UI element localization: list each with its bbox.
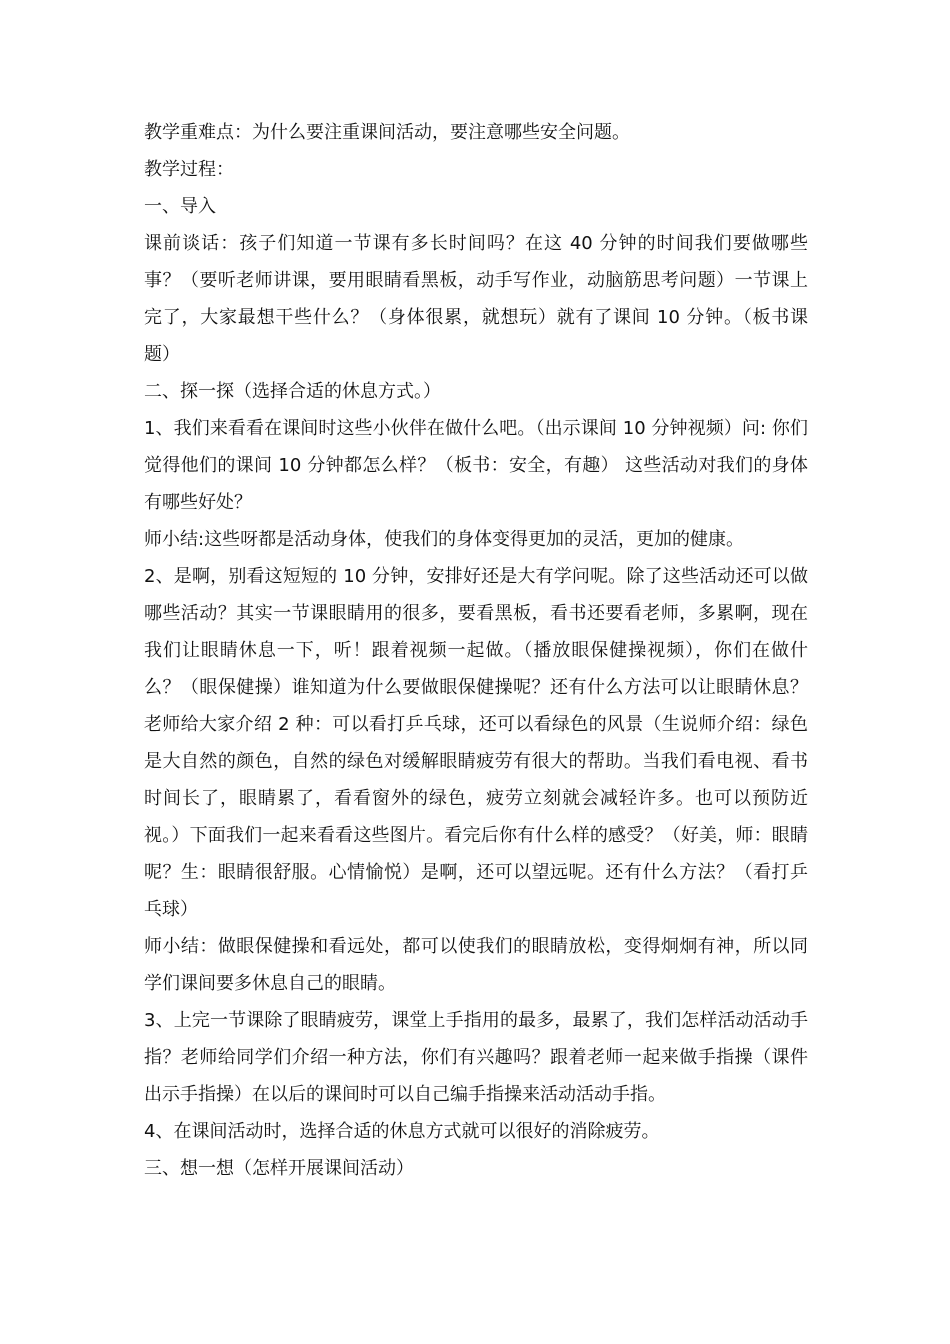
section-explore-heading: 二、探一探（选择合适的休息方式。） [144, 381, 441, 402]
explore-item-3: 3、上完一节课除了眼睛疲劳，课堂上手指用的最多，最累了，我们怎样活动活动手指？老师给同学们介绍一种方法，你们有兴趣吗？跟着老师一起来做手指操（课件出示手指操）在以后的课间时可以自己编手指操来活动活动手指。 [144, 1010, 808, 1105]
key-points-line: 教学重难点：为什么要注重课间活动，要注意哪些安全问题。 [144, 122, 630, 143]
teacher-summary-2: 师小结：做眼保健操和看远处，都可以使我们的眼睛放松，变得炯炯有神，所以同学们课间要多休息自己的眼睛。 [144, 936, 808, 994]
explore-item-4: 4、在课间活动时，选择合适的休息方式就可以很好的消除疲劳。 [144, 1121, 660, 1142]
process-heading: 教学过程： [144, 159, 234, 180]
intro-paragraph: 课前谈话：孩子们知道一节课有多长时间吗？在这 40 分钟的时间我们要做哪些事？（要听老师讲课，要用眼睛看黑板，动手写作业，动脑筋思考问题）一节课上完了，大家最想干些什么？（身体很累，就想玩）就有了课间 10 分钟。（板书课题） [144, 233, 808, 365]
explore-item-1: 1、我们来看看在课间时这些小伙伴在做什么吧。（出示课间 10 分钟视频）问: 你们觉得他们的课间 10 分钟都怎么样？（板书：安全，有趣） 这些活动对我们的身体有哪些好处？ [144, 418, 808, 513]
explore-item-2: 2、是啊，别看这短短的 10 分钟，安排好还是大有学问呢。除了这些活动还可以做哪些活动？其实一节课眼睛用的很多，要看黑板，看书还要看老师，多累啊，现在我们让眼睛休息一下，听！跟着视频一起做。（播放眼保健操视频），你们在做什么？（眼保健操）谁知道为什么要做眼保健操呢？还有什么方法可以让眼睛休息？老师给大家介绍 2 种：可以看打乒乓球，还可以看绿色的风景（生说师介绍：绿色是大自然的颜色，自然的绿色对缓解眼睛疲劳有很大的帮助。当我们看电视、看书时间长了，眼睛累了，看看窗外的绿色，疲劳立刻就会减轻许多。也可以预防近视。）下面我们一起来看看这些图片。看完后你有什么样的感受？（好美，师：眼睛呢？生：眼睛很舒服。心情愉悦）是啊，还可以望远呢。还有什么方法？（看打乒乓球） [144, 566, 808, 920]
section-think-heading: 三、想一想（怎样开展课间活动） [144, 1158, 414, 1179]
document-body [144, 114, 808, 1187]
section-intro-heading: 一、导入 [144, 196, 216, 217]
teacher-summary-1: 师小结:这些呀都是活动身体，使我们的身体变得更加的灵活，更加的健康。 [144, 529, 745, 550]
